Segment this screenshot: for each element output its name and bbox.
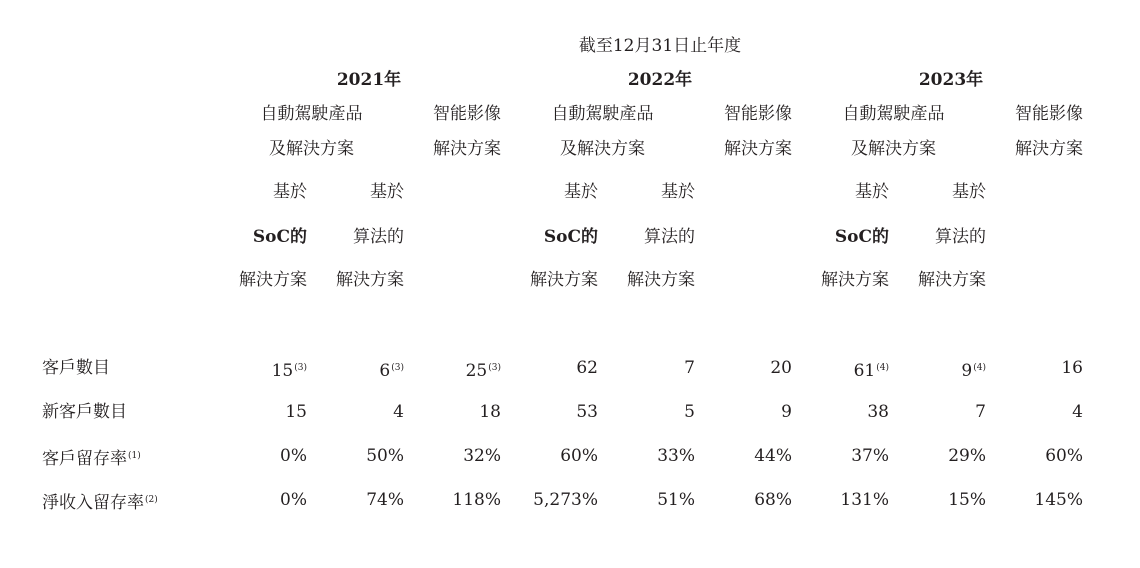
- soc-header: 解決方案: [239, 270, 307, 290]
- cell-value: 33%: [657, 446, 695, 466]
- cell-value: 4: [1072, 402, 1083, 422]
- soc-header: SoC的: [252, 227, 307, 247]
- table-cell: [754, 446, 792, 466]
- year-header: 2022年: [627, 70, 693, 90]
- algorithm-header: 基於: [661, 182, 695, 202]
- ad-products-header: 自動駕駛產品: [551, 104, 654, 124]
- table-cell: [854, 358, 889, 381]
- cell-value: 20: [770, 358, 792, 378]
- cell-value: 74%: [366, 490, 404, 510]
- algorithm-header: 解決方案: [627, 270, 695, 290]
- ad-products-header: 及解決方案: [851, 139, 936, 159]
- algorithm-header: 基於: [952, 182, 986, 202]
- year-header: 2023年: [918, 70, 984, 90]
- cell-value: 9: [961, 361, 973, 381]
- cell-value: 5,273%: [533, 490, 598, 510]
- imaging-header: 智能影像: [433, 104, 501, 124]
- table-cell: [684, 402, 695, 422]
- table-cell: [684, 358, 695, 378]
- cell-value: 6: [379, 361, 391, 381]
- table-cell: [1061, 358, 1083, 378]
- soc-header: 基於: [855, 182, 889, 202]
- cell-value: 4: [393, 402, 404, 422]
- soc-header: 解決方案: [821, 270, 889, 290]
- cell-value: 50%: [366, 446, 404, 466]
- table-cell: [754, 490, 792, 510]
- cell-value: 7: [975, 402, 986, 422]
- year-header: 2021年: [336, 70, 402, 90]
- cell-value: 15%: [948, 490, 986, 510]
- table-cell: [840, 490, 889, 510]
- cell-value: 62: [576, 358, 598, 378]
- cell-value: 131%: [840, 490, 889, 510]
- table-cell: [285, 402, 307, 422]
- table-cell: [366, 490, 404, 510]
- table-cell: [576, 358, 598, 378]
- table-cell: [533, 490, 598, 510]
- table-cell: [366, 446, 404, 466]
- ad-products-header: 及解決方案: [560, 139, 645, 159]
- cell-value: 61: [853, 361, 876, 381]
- cell-value: 25: [465, 361, 488, 381]
- footnote-marker: (1): [128, 451, 141, 461]
- ad-products-header: 自動駕駛產品: [842, 104, 945, 124]
- table-cell: [280, 446, 307, 466]
- algorithm-header: 算法的: [353, 227, 404, 247]
- table-cell: [657, 446, 695, 466]
- cell-value: 9: [781, 402, 792, 422]
- imaging-header: 智能影像: [1015, 104, 1083, 124]
- ad-products-header: 自動駕駛產品: [260, 104, 363, 124]
- cell-value: 68%: [754, 490, 792, 510]
- footnote-marker: (4): [973, 363, 986, 373]
- row-label-text: 新客戶數目: [42, 402, 127, 422]
- table-cell: [576, 402, 598, 422]
- cell-value: 60%: [1045, 446, 1083, 466]
- cell-value: 5: [684, 402, 695, 422]
- row-label: [42, 490, 158, 513]
- table-cell: [466, 358, 501, 381]
- table-cell: [961, 358, 986, 381]
- footnote-marker: (2): [145, 495, 158, 505]
- table-cell: [463, 446, 501, 466]
- cell-value: 7: [684, 358, 695, 378]
- footnote-marker: (4): [876, 363, 889, 373]
- cell-value: 32%: [463, 446, 501, 466]
- table-cell: [379, 358, 404, 381]
- cell-value: 38: [867, 402, 889, 422]
- table-cell: [393, 402, 404, 422]
- cell-value: 16: [1061, 358, 1083, 378]
- imaging-header: 解決方案: [433, 139, 501, 159]
- table-cell: [657, 490, 695, 510]
- algorithm-header: 算法的: [935, 227, 986, 247]
- cell-value: 18: [479, 402, 501, 422]
- imaging-header: 解決方案: [724, 139, 792, 159]
- footnote-marker: (3): [488, 363, 501, 373]
- soc-header: SoC的: [543, 227, 598, 247]
- cell-value: 0%: [280, 490, 307, 510]
- cell-value: 15: [271, 361, 294, 381]
- cell-value: 51%: [657, 490, 695, 510]
- algorithm-header: 解決方案: [918, 270, 986, 290]
- soc-header: SoC的: [834, 227, 889, 247]
- cell-value: 44%: [754, 446, 792, 466]
- table-cell: [452, 490, 501, 510]
- table-cell: [851, 446, 889, 466]
- imaging-header: 解決方案: [1015, 139, 1083, 159]
- cell-value: 37%: [851, 446, 889, 466]
- imaging-header: 智能影像: [724, 104, 792, 124]
- row-label: [42, 358, 110, 378]
- cell-value: 118%: [452, 490, 501, 510]
- row-label-text: 客戶數目: [42, 358, 110, 378]
- table-cell: [1072, 402, 1083, 422]
- footnote-marker: (3): [391, 363, 404, 373]
- soc-header: 基於: [273, 182, 307, 202]
- table-cell: [975, 402, 986, 422]
- algorithm-header: 解決方案: [336, 270, 404, 290]
- row-label: [42, 446, 141, 469]
- table-cell: [1045, 446, 1083, 466]
- table-cell: [560, 446, 598, 466]
- cell-value: 29%: [948, 446, 986, 466]
- cell-value: 60%: [560, 446, 598, 466]
- table-cell: [948, 490, 986, 510]
- table-cell: [280, 490, 307, 510]
- cell-value: 15: [285, 402, 307, 422]
- soc-header: 基於: [564, 182, 598, 202]
- table-cell: [781, 402, 792, 422]
- ad-products-header: 及解決方案: [269, 139, 354, 159]
- table-cell: [770, 358, 792, 378]
- table-cell: [867, 402, 889, 422]
- row-label-text: 客戶留存率: [42, 449, 127, 469]
- algorithm-header: 基於: [370, 182, 404, 202]
- algorithm-header: 算法的: [644, 227, 695, 247]
- table-cell: [948, 446, 986, 466]
- soc-header: 解決方案: [530, 270, 598, 290]
- row-label-text: 淨收入留存率: [42, 493, 144, 513]
- table-cell: [272, 358, 307, 381]
- cell-value: 53: [576, 402, 598, 422]
- row-label: [42, 402, 127, 422]
- period-title: 截至12月31日止年度: [578, 36, 742, 56]
- table-cell: [1034, 490, 1083, 510]
- table-cell: [479, 402, 501, 422]
- cell-value: 0%: [280, 446, 307, 466]
- footnote-marker: (3): [294, 363, 307, 373]
- cell-value: 145%: [1034, 490, 1083, 510]
